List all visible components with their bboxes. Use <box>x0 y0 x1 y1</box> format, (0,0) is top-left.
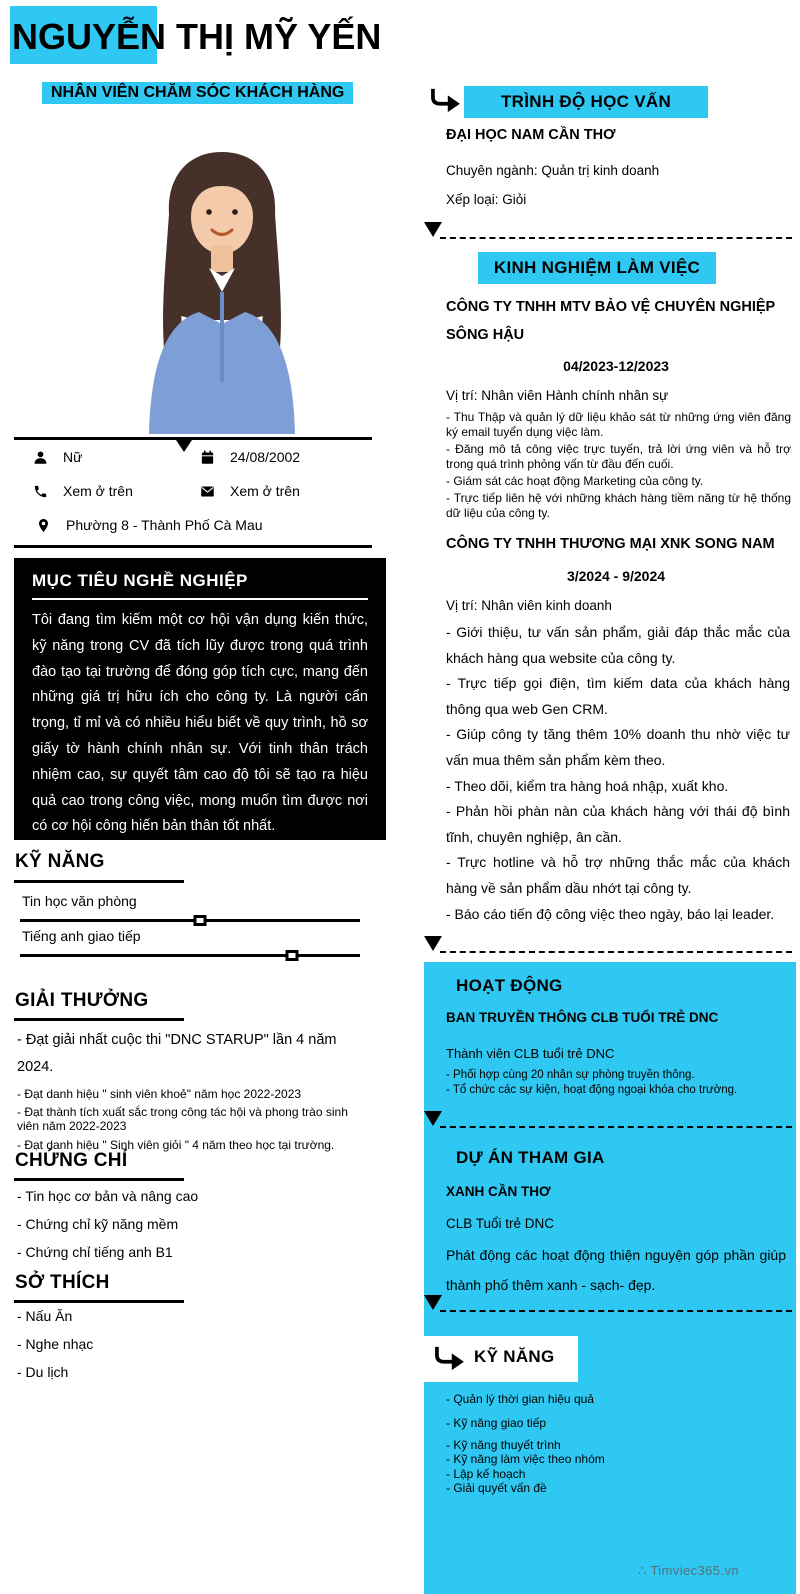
user-icon <box>33 450 48 465</box>
project-heading: DỰ ÁN THAM GIA <box>456 1148 605 1167</box>
profile-photo <box>115 122 330 434</box>
activity-heading: HOẠT ĐỘNG <box>456 976 563 995</box>
job-bullet: - Phản hồi phàn nàn của khách hàng với thái độ bình tĩnh, chuyên nghiệp, ân cần. <box>446 803 790 845</box>
section-arrow-icon <box>432 1346 466 1372</box>
dashed-divider <box>440 1126 792 1128</box>
project-description: Phát động các hoạt động thiện nguyện góp phần giúp thành phố thêm xanh - sạch- đẹp. <box>446 1247 786 1294</box>
activity-bullet: - Tổ chức các sự kiện, hoạt động ngoại khóa cho trường. <box>446 1083 738 1096</box>
phone-row <box>33 483 133 499</box>
phone-icon <box>33 484 48 499</box>
certificates-list <box>17 1188 369 1272</box>
hobby-item: - Nghe nhạc <box>17 1336 94 1352</box>
section-arrow-icon <box>428 88 462 114</box>
award-item: - Đạt danh hiệu " sinh viên khoẻ" năm học 2022-2023 <box>17 1086 302 1101</box>
soft-skill-item: - Kỹ năng làm việc theo nhóm <box>446 1452 605 1467</box>
objective-heading: MỤC TIÊU NGHỀ NGHIỆP <box>32 571 248 590</box>
job-position: Vị trí: Nhân viên kinh doanh <box>446 598 612 613</box>
award-item: - Đạt giải nhất cuộc thi "DNC STARUP" lần 4 năm 2024. <box>17 1032 337 1075</box>
job-bullet: - Báo cáo tiến độ công việc theo ngày, báo lại leader. <box>446 905 775 922</box>
awards-heading: GIẢI THƯỞNG <box>15 990 149 1011</box>
job-period: 3/2024 - 9/2024 <box>566 568 666 584</box>
location-pin-icon <box>36 518 51 533</box>
job-position: Vị trí: Nhân viên Hành chính nhân sự <box>446 388 669 403</box>
divider-line <box>14 545 372 548</box>
job-company: CÔNG TY TNHH MTV BẢO VỆ CHUYÊN NGHIỆP SÔNG HẬU <box>446 299 775 343</box>
certificate-item: - Tin học cơ bản và nâng cao <box>17 1188 199 1204</box>
skill-label: Tin học văn phòng <box>22 893 137 909</box>
soft-skill-item: - Giải quyết vấn đề <box>446 1480 547 1495</box>
watermark: ∴ Timviec365.vn <box>638 1563 739 1578</box>
profile-photo-illustration <box>115 122 330 434</box>
address-value: Phường 8 - Thành Phố Cà Mau <box>66 517 263 533</box>
soft-skill-item: - Kỹ năng giao tiếp <box>446 1416 547 1431</box>
job-bullet: - Giám sát các hoạt động Marketing của công ty. <box>446 474 704 488</box>
education-heading: TRÌNH ĐỘ HỌC VẤN <box>464 86 708 118</box>
skill-level-marker <box>286 950 299 961</box>
job-bullet-list <box>446 620 790 927</box>
activity-bullet-list <box>446 1068 790 1098</box>
calendar-icon <box>200 450 215 465</box>
project-name: XANH CẦN THƠ <box>446 1184 551 1199</box>
experience-heading: KINH NGHIỆM LÀM VIỆC <box>478 252 716 284</box>
objective-body: Tôi đang tìm kiếm một cơ hội vận dụng kiến thức, kỹ năng trong CV đã tích lũy được trong quá trình đào tạo tại trường để đóng góp tích cực, mang đến những giá trị hữu ích cho công ty. Là người cẩn trọng, tỉ mỉ và có nhiều hiểu biết về quy trình, hồ sơ giấy tờ hành chính nhân sự. Với tinh thân trách nhiệm cao, sự quyết tâm cao độ tôi sẽ tạo ra hiệu quả cao trong công việc, mong muốn tìm được nơi có cơ hội công hiến bản thân tốt nhất. <box>32 612 368 835</box>
gender-value: Nữ <box>63 449 83 465</box>
hobbies-heading-underline <box>14 1300 184 1303</box>
candidate-title: NHÂN VIÊN CHĂM SÓC KHÁCH HÀNG <box>42 82 353 104</box>
skill-slider <box>20 954 360 957</box>
job-bullet: - Trực tiếp gọi điện, tìm kiếm data của khách hàng thông qua web Gen CRM. <box>446 675 790 717</box>
activity-role: Thành viên CLB tuổi trẻ DNC <box>446 1046 615 1061</box>
education-major: Chuyên ngành: Quản trị kinh doanh <box>446 163 660 178</box>
skills-heading: KỸ NĂNG <box>15 851 105 872</box>
job-bullet: - Theo dõi, kiểm tra hàng hoá nhập, xuất kho. <box>446 777 729 794</box>
skill-slider <box>20 919 360 922</box>
dashed-divider <box>440 951 792 953</box>
project-org: CLB Tuổi trẻ DNC <box>446 1216 555 1231</box>
certificates-heading: CHỨNG CHỈ <box>15 1150 128 1171</box>
certificate-item: - Chứng chỉ tiếng anh B1 <box>17 1244 173 1260</box>
soft-skill-item: - Quản lý thời gian hiệu quả <box>446 1392 594 1406</box>
divider-line <box>14 437 372 440</box>
job-bullet: - Giới thiệu, tư vấn sản phẩm, giải đáp thắc mắc của khách hàng qua website của công ty. <box>446 624 790 666</box>
job-bullet: - Trực tiếp liên hệ với những khách hàng tiềm năng từ hệ thống dữ liệu của công ty. <box>446 491 791 520</box>
awards-heading-underline <box>14 1018 184 1021</box>
skill-level-marker <box>194 915 207 926</box>
award-item: - Đạt thành tích xuất sắc trong công tác hội và phong trào sinh viên năm 2022-2023 <box>17 1105 348 1134</box>
hobby-item: - Du lịch <box>17 1364 69 1380</box>
job-bullet: - Trực hotline và hỗ trợ những thắc mắc của khách hàng về sản phẩm dầu nhớt tại công ty. <box>446 854 790 897</box>
address-row <box>36 517 263 533</box>
section-marker-triangle-icon <box>424 1111 442 1126</box>
dashed-divider <box>440 1310 792 1312</box>
certificates-heading-underline <box>14 1178 184 1181</box>
dob-row <box>200 449 300 465</box>
hobbies-list <box>17 1308 369 1392</box>
job-bullet: - Thu Thập và quản lý dữ liệu khảo sát từ những ứng viên đăng ký email tuyển dụng việc làm. <box>446 410 791 439</box>
soft-skills-heading: KỸ NĂNG <box>474 1347 555 1366</box>
email-value: Xem ở trên <box>230 483 300 499</box>
awards-list <box>17 1027 369 1156</box>
education-grade: Xếp loại: Giỏi <box>446 192 527 207</box>
gender-row <box>33 449 82 465</box>
soft-skill-item: - Lập kế hoạch <box>446 1466 526 1481</box>
soft-skills-list <box>446 1392 776 1495</box>
objective-underline <box>32 598 368 600</box>
objective-section <box>14 558 386 840</box>
section-marker-triangle-icon <box>424 222 442 237</box>
activity-org: BAN TRUYỀN THÔNG CLB TUỔI TRẺ DNC <box>446 1010 719 1025</box>
hobby-item: - Nấu Ăn <box>17 1308 73 1324</box>
dashed-divider <box>440 237 792 239</box>
education-school: ĐẠI HỌC NAM CẦN THƠ <box>446 127 616 143</box>
section-marker-triangle-icon <box>424 936 442 951</box>
activity-bullet: - Phối hợp cùng 20 nhân sự phòng truyền thông. <box>446 1069 695 1081</box>
hobbies-heading: SỞ THÍCH <box>15 1272 110 1293</box>
award-item: - Đạt danh hiệu " Sinh viên giỏi " 4 năm theo học tại trường. <box>17 1137 335 1152</box>
candidate-name: NGUYỄN THỊ MỸ YẾN <box>12 16 382 57</box>
section-marker-triangle-icon <box>424 1295 442 1310</box>
job-bullet: - Giúp công ty tăng thêm 10% doanh thu nhờ việc tư vấn mua thêm sản phẩm kèm theo. <box>446 726 790 769</box>
skill-label: Tiếng anh giao tiếp <box>22 928 141 944</box>
divider-triangle-icon <box>176 440 192 452</box>
certificate-item: - Chứng chỉ kỹ năng mềm <box>17 1216 179 1232</box>
job-bullet: - Đăng mô tả công việc trực tuyến, trả lời ứng viên và hỗ trợ trong quá trình phỏng vấn từ đầu đến cuối. <box>446 442 791 471</box>
phone-value: Xem ở trên <box>63 483 133 499</box>
job-company: CÔNG TY TNHH THƯƠNG MẠI XNK SONG NAM <box>446 536 775 552</box>
skills-heading-underline <box>14 880 184 883</box>
email-row <box>200 483 300 499</box>
soft-skill-item: - Kỹ năng thuyết trình <box>446 1438 561 1453</box>
dob-value: 24/08/2002 <box>230 449 301 465</box>
job-bullet-list <box>446 410 791 523</box>
job-period: 04/2023-12/2023 <box>563 358 669 374</box>
envelope-icon <box>200 484 215 499</box>
